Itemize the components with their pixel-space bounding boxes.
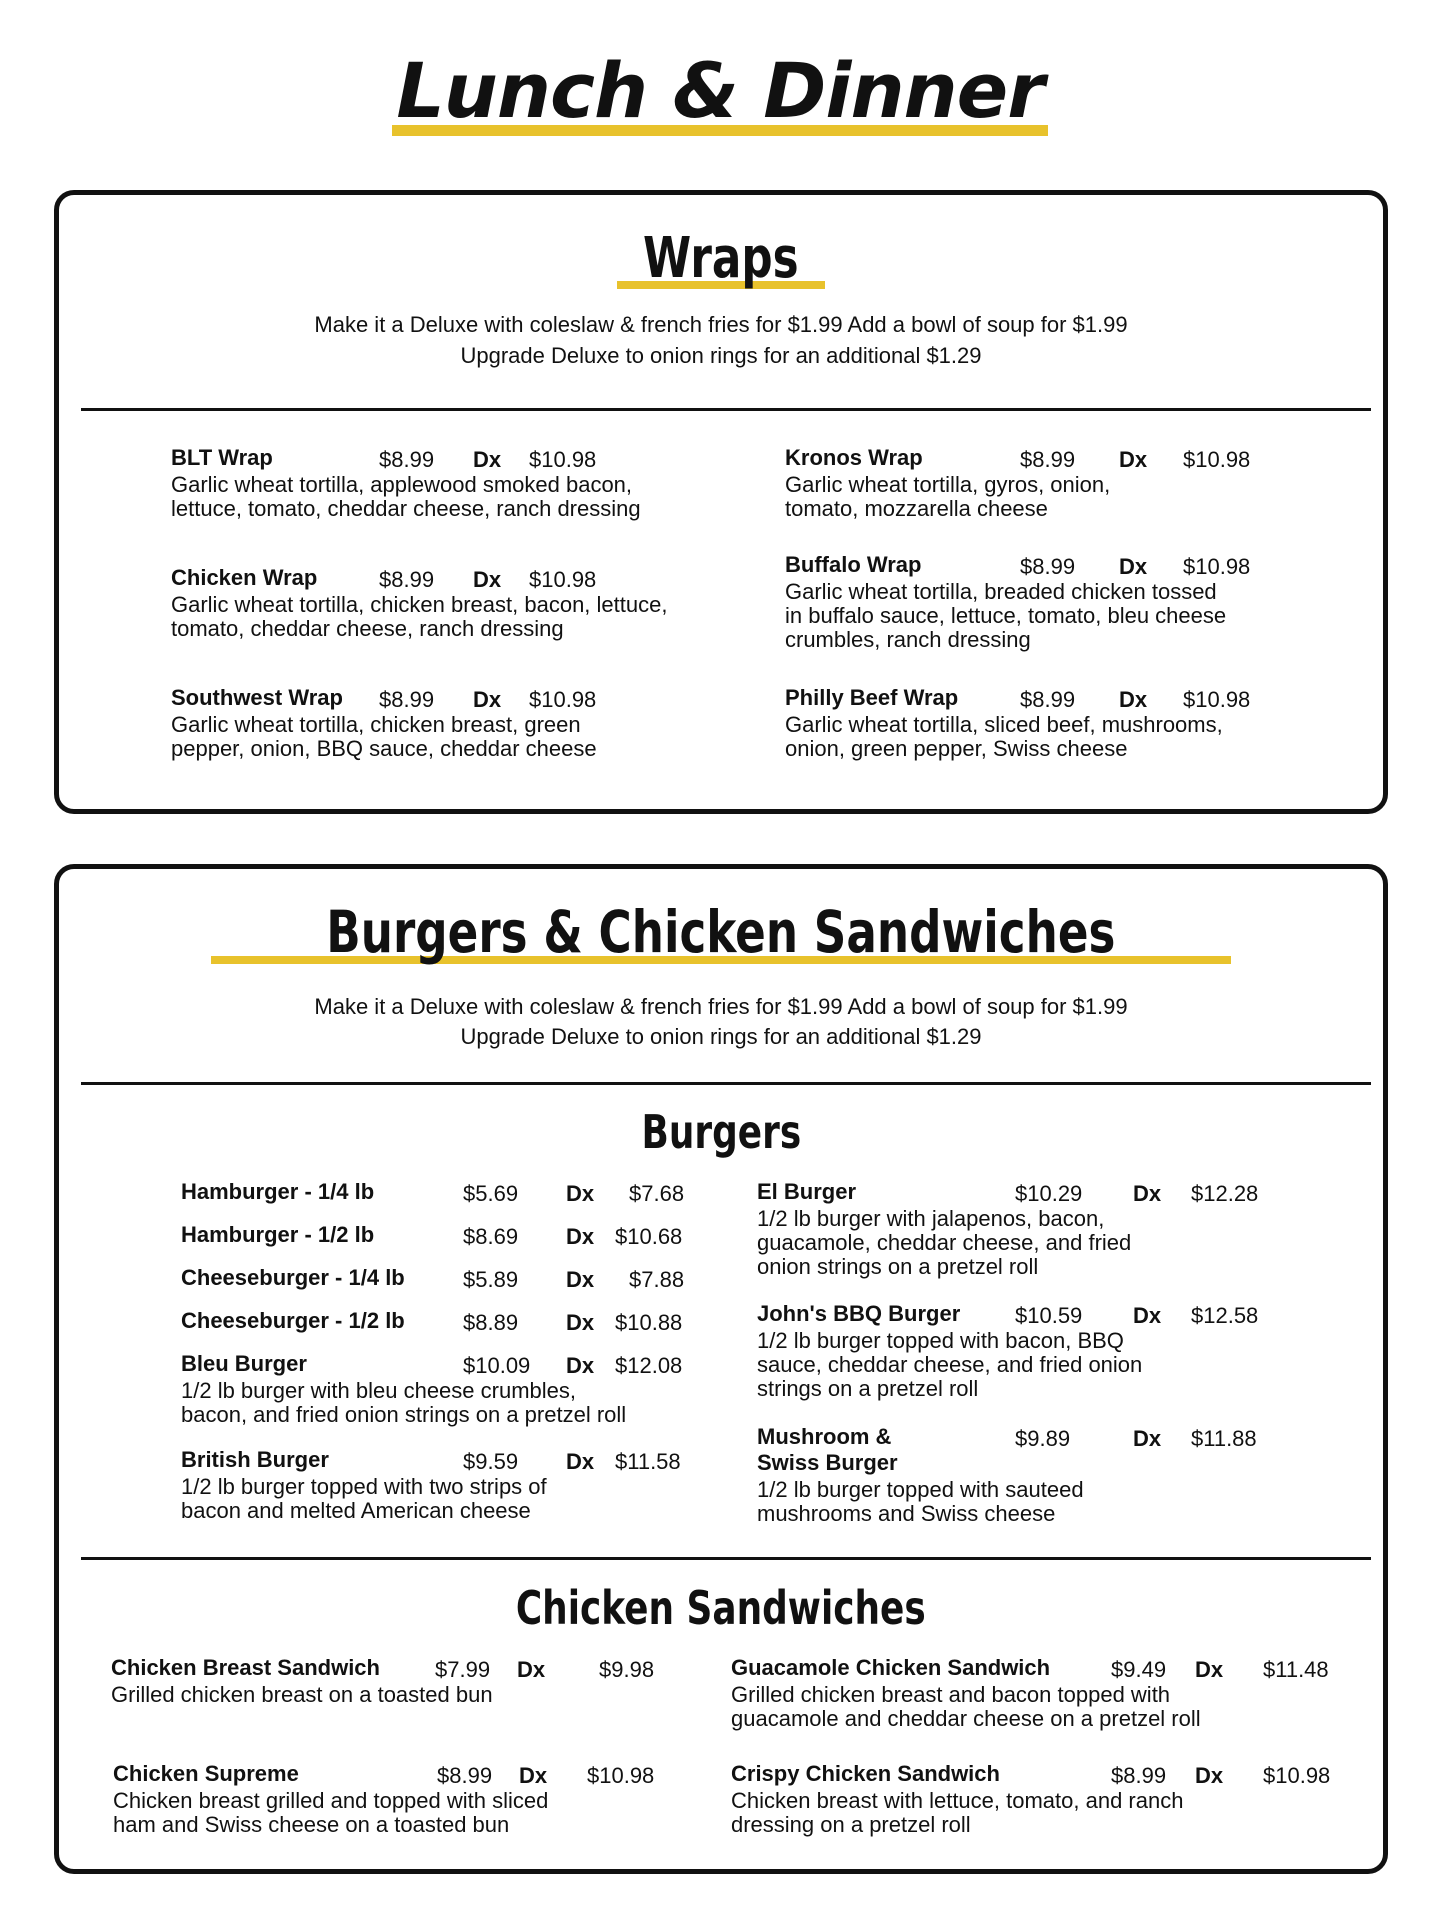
page-title: [0, 48, 1440, 135]
deluxe-label: Dx: [1133, 1303, 1162, 1328]
page-title-text: Lunch & Dinner: [396, 46, 1044, 135]
item-name: Philly Beef Wrap: [785, 685, 959, 710]
item-price: $8.99: [379, 447, 435, 472]
item-name: Bleu Burger: [181, 1351, 307, 1376]
item-description: Garlic wheat tortilla, chicken breast, green pepper, onion, BBQ sauce, cheddar cheese: [171, 712, 597, 761]
item-name: Mushroom & Swiss Burger: [757, 1424, 898, 1475]
deluxe-label: Dx: [473, 567, 502, 592]
deluxe-label: Dx: [566, 1267, 595, 1292]
deluxe-label: Dx: [566, 1224, 595, 1249]
burgers-divider: [81, 1082, 1371, 1085]
item-description: Garlic wheat tortilla, sliced beef, mushrooms, onion, green pepper, Swiss cheese: [785, 712, 1223, 761]
burgers-upgrade-note: Upgrade Deluxe to onion rings for an additional $1.29: [460, 1024, 982, 1049]
deluxe-label: Dx: [517, 1657, 546, 1682]
item-price: $8.69: [463, 1224, 519, 1249]
item-price: $7.99: [435, 1657, 491, 1682]
burgers-chicken-section: [54, 864, 1388, 1874]
deluxe-price: $11.58: [615, 1449, 681, 1474]
deluxe-price: $7.68: [629, 1181, 685, 1206]
item-name: British Burger: [181, 1447, 329, 1472]
wraps-deluxe-note: Make it a Deluxe with coleslaw & french fries for $1.99 Add a bowl of soup for $1.99: [314, 312, 1128, 337]
deluxe-price: $9.98: [599, 1657, 655, 1682]
item-name: El Burger: [757, 1179, 857, 1204]
item-price: $10.29: [1015, 1181, 1083, 1206]
item-name: Hamburger - 1/4 lb: [181, 1179, 375, 1204]
item-price: $8.99: [1020, 554, 1076, 579]
deluxe-label: Dx: [519, 1763, 548, 1788]
item-description: Garlic wheat tortilla, applewood smoked bacon, lettuce, tomato, cheddar cheese, ranch dressing: [171, 472, 641, 521]
deluxe-label: Dx: [1195, 1657, 1224, 1682]
item-price: $5.89: [463, 1267, 519, 1292]
burgers-subtitle: Burgers: [641, 1105, 801, 1159]
item-name: Hamburger - 1/2 lb: [181, 1222, 375, 1247]
chicken-divider: [81, 1557, 1371, 1560]
item-price: $8.99: [1020, 447, 1076, 472]
item-price: $8.99: [1111, 1763, 1167, 1788]
deluxe-price: $10.98: [1183, 554, 1251, 579]
item-name: Buffalo Wrap: [785, 552, 922, 577]
item-price: $9.89: [1015, 1426, 1071, 1451]
item-name: Kronos Wrap: [785, 445, 923, 470]
item-price: $8.89: [463, 1310, 519, 1335]
deluxe-price: $10.98: [1183, 447, 1251, 472]
deluxe-label: Dx: [566, 1310, 595, 1335]
item-description: Garlic wheat tortilla, breaded chicken tossed in buffalo sauce, lettuce, tomato, bleu cheese crumbles, ranch dressing: [785, 579, 1227, 652]
deluxe-label: Dx: [1119, 447, 1148, 472]
item-price: $5.69: [463, 1181, 519, 1206]
deluxe-label: Dx: [566, 1181, 595, 1206]
deluxe-price: $10.98: [1263, 1763, 1331, 1788]
burgers-chicken-title: Burgers & Chicken Sandwiches: [59, 899, 1383, 966]
deluxe-label: Dx: [1133, 1181, 1162, 1206]
wraps-divider: [81, 408, 1371, 411]
item-price: $10.59: [1015, 1303, 1083, 1328]
deluxe-label: Dx: [1119, 687, 1148, 712]
item-price: $9.59: [463, 1449, 519, 1474]
deluxe-price: $7.88: [629, 1267, 685, 1292]
item-description: Chicken breast with lettuce, tomato, and ranch dressing on a pretzel roll: [731, 1788, 1184, 1837]
wraps-section: [54, 190, 1388, 814]
item-description: Chicken breast grilled and topped with sliced ham and Swiss cheese on a toasted bun: [113, 1788, 549, 1837]
deluxe-label: Dx: [1195, 1763, 1224, 1788]
deluxe-label: Dx: [473, 687, 502, 712]
deluxe-price: $10.98: [529, 567, 597, 592]
deluxe-price: $12.08: [615, 1353, 683, 1378]
deluxe-price: $11.48: [1263, 1657, 1329, 1682]
deluxe-label: Dx: [566, 1353, 595, 1378]
item-name: BLT Wrap: [171, 445, 273, 470]
deluxe-price: $10.98: [587, 1763, 655, 1788]
deluxe-label: Dx: [566, 1449, 595, 1474]
item-price: $8.99: [437, 1763, 493, 1788]
item-price: $10.09: [463, 1353, 531, 1378]
deluxe-price: $10.98: [529, 687, 597, 712]
wraps-title: Wraps: [59, 225, 1383, 290]
deluxe-price: $12.28: [1191, 1181, 1259, 1206]
item-name: Cheeseburger - 1/4 lb: [181, 1265, 405, 1290]
deluxe-label: Dx: [1133, 1426, 1162, 1451]
item-name: Chicken Wrap: [171, 565, 318, 590]
item-price: $8.99: [379, 567, 435, 592]
deluxe-label: Dx: [473, 447, 502, 472]
item-description: 1/2 lb burger topped with bacon, BBQ sauce, cheddar cheese, and fried onion strings on a pretzel roll: [757, 1328, 1143, 1401]
item-description: Grilled chicken breast on a toasted bun: [111, 1682, 493, 1707]
item-price: $8.99: [379, 687, 435, 712]
item-price: $9.49: [1111, 1657, 1167, 1682]
deluxe-price: $10.98: [529, 447, 597, 472]
item-description: Grilled chicken breast and bacon topped with guacamole and cheddar cheese on a pretzel roll: [731, 1682, 1201, 1731]
item-description: Garlic wheat tortilla, chicken breast, bacon, lettuce, tomato, cheddar cheese, ranch dressing: [171, 592, 668, 641]
item-description: 1/2 lb burger topped with two strips of bacon and melted American cheese: [181, 1474, 547, 1523]
chicken-subtitle: Chicken Sandwiches: [516, 1581, 926, 1635]
item-name: Southwest Wrap: [171, 685, 343, 710]
item-description: Garlic wheat tortilla, gyros, onion, tomato, mozzarella cheese: [785, 472, 1111, 521]
deluxe-price: $10.98: [1183, 687, 1251, 712]
item-description: 1/2 lb burger with bleu cheese crumbles, bacon, and fried onion strings on a pretzel roll: [181, 1378, 627, 1427]
item-name: Cheeseburger - 1/2 lb: [181, 1308, 405, 1333]
burgers-deluxe-note: Make it a Deluxe with coleslaw & french fries for $1.99 Add a bowl of soup for $1.99: [314, 994, 1128, 1019]
item-description: 1/2 lb burger topped with sauteed mushrooms and Swiss cheese: [757, 1477, 1084, 1526]
item-price: $8.99: [1020, 687, 1076, 712]
deluxe-price: $10.88: [615, 1310, 683, 1335]
item-name: Guacamole Chicken Sandwich: [731, 1655, 1051, 1680]
deluxe-label: Dx: [1119, 554, 1148, 579]
deluxe-price: $10.68: [615, 1224, 683, 1249]
deluxe-price: $12.58: [1191, 1303, 1259, 1328]
wraps-upgrade-note: Upgrade Deluxe to onion rings for an additional $1.29: [460, 343, 982, 368]
item-name: John's BBQ Burger: [757, 1301, 961, 1326]
deluxe-price: $11.88: [1191, 1426, 1257, 1451]
item-description: 1/2 lb burger with jalapenos, bacon, guacamole, cheddar cheese, and fried onion strings on a pretzel roll: [757, 1206, 1132, 1279]
item-name: Chicken Supreme: [113, 1761, 299, 1786]
item-name: Chicken Breast Sandwich: [111, 1655, 380, 1680]
item-name: Crispy Chicken Sandwich: [731, 1761, 1000, 1786]
